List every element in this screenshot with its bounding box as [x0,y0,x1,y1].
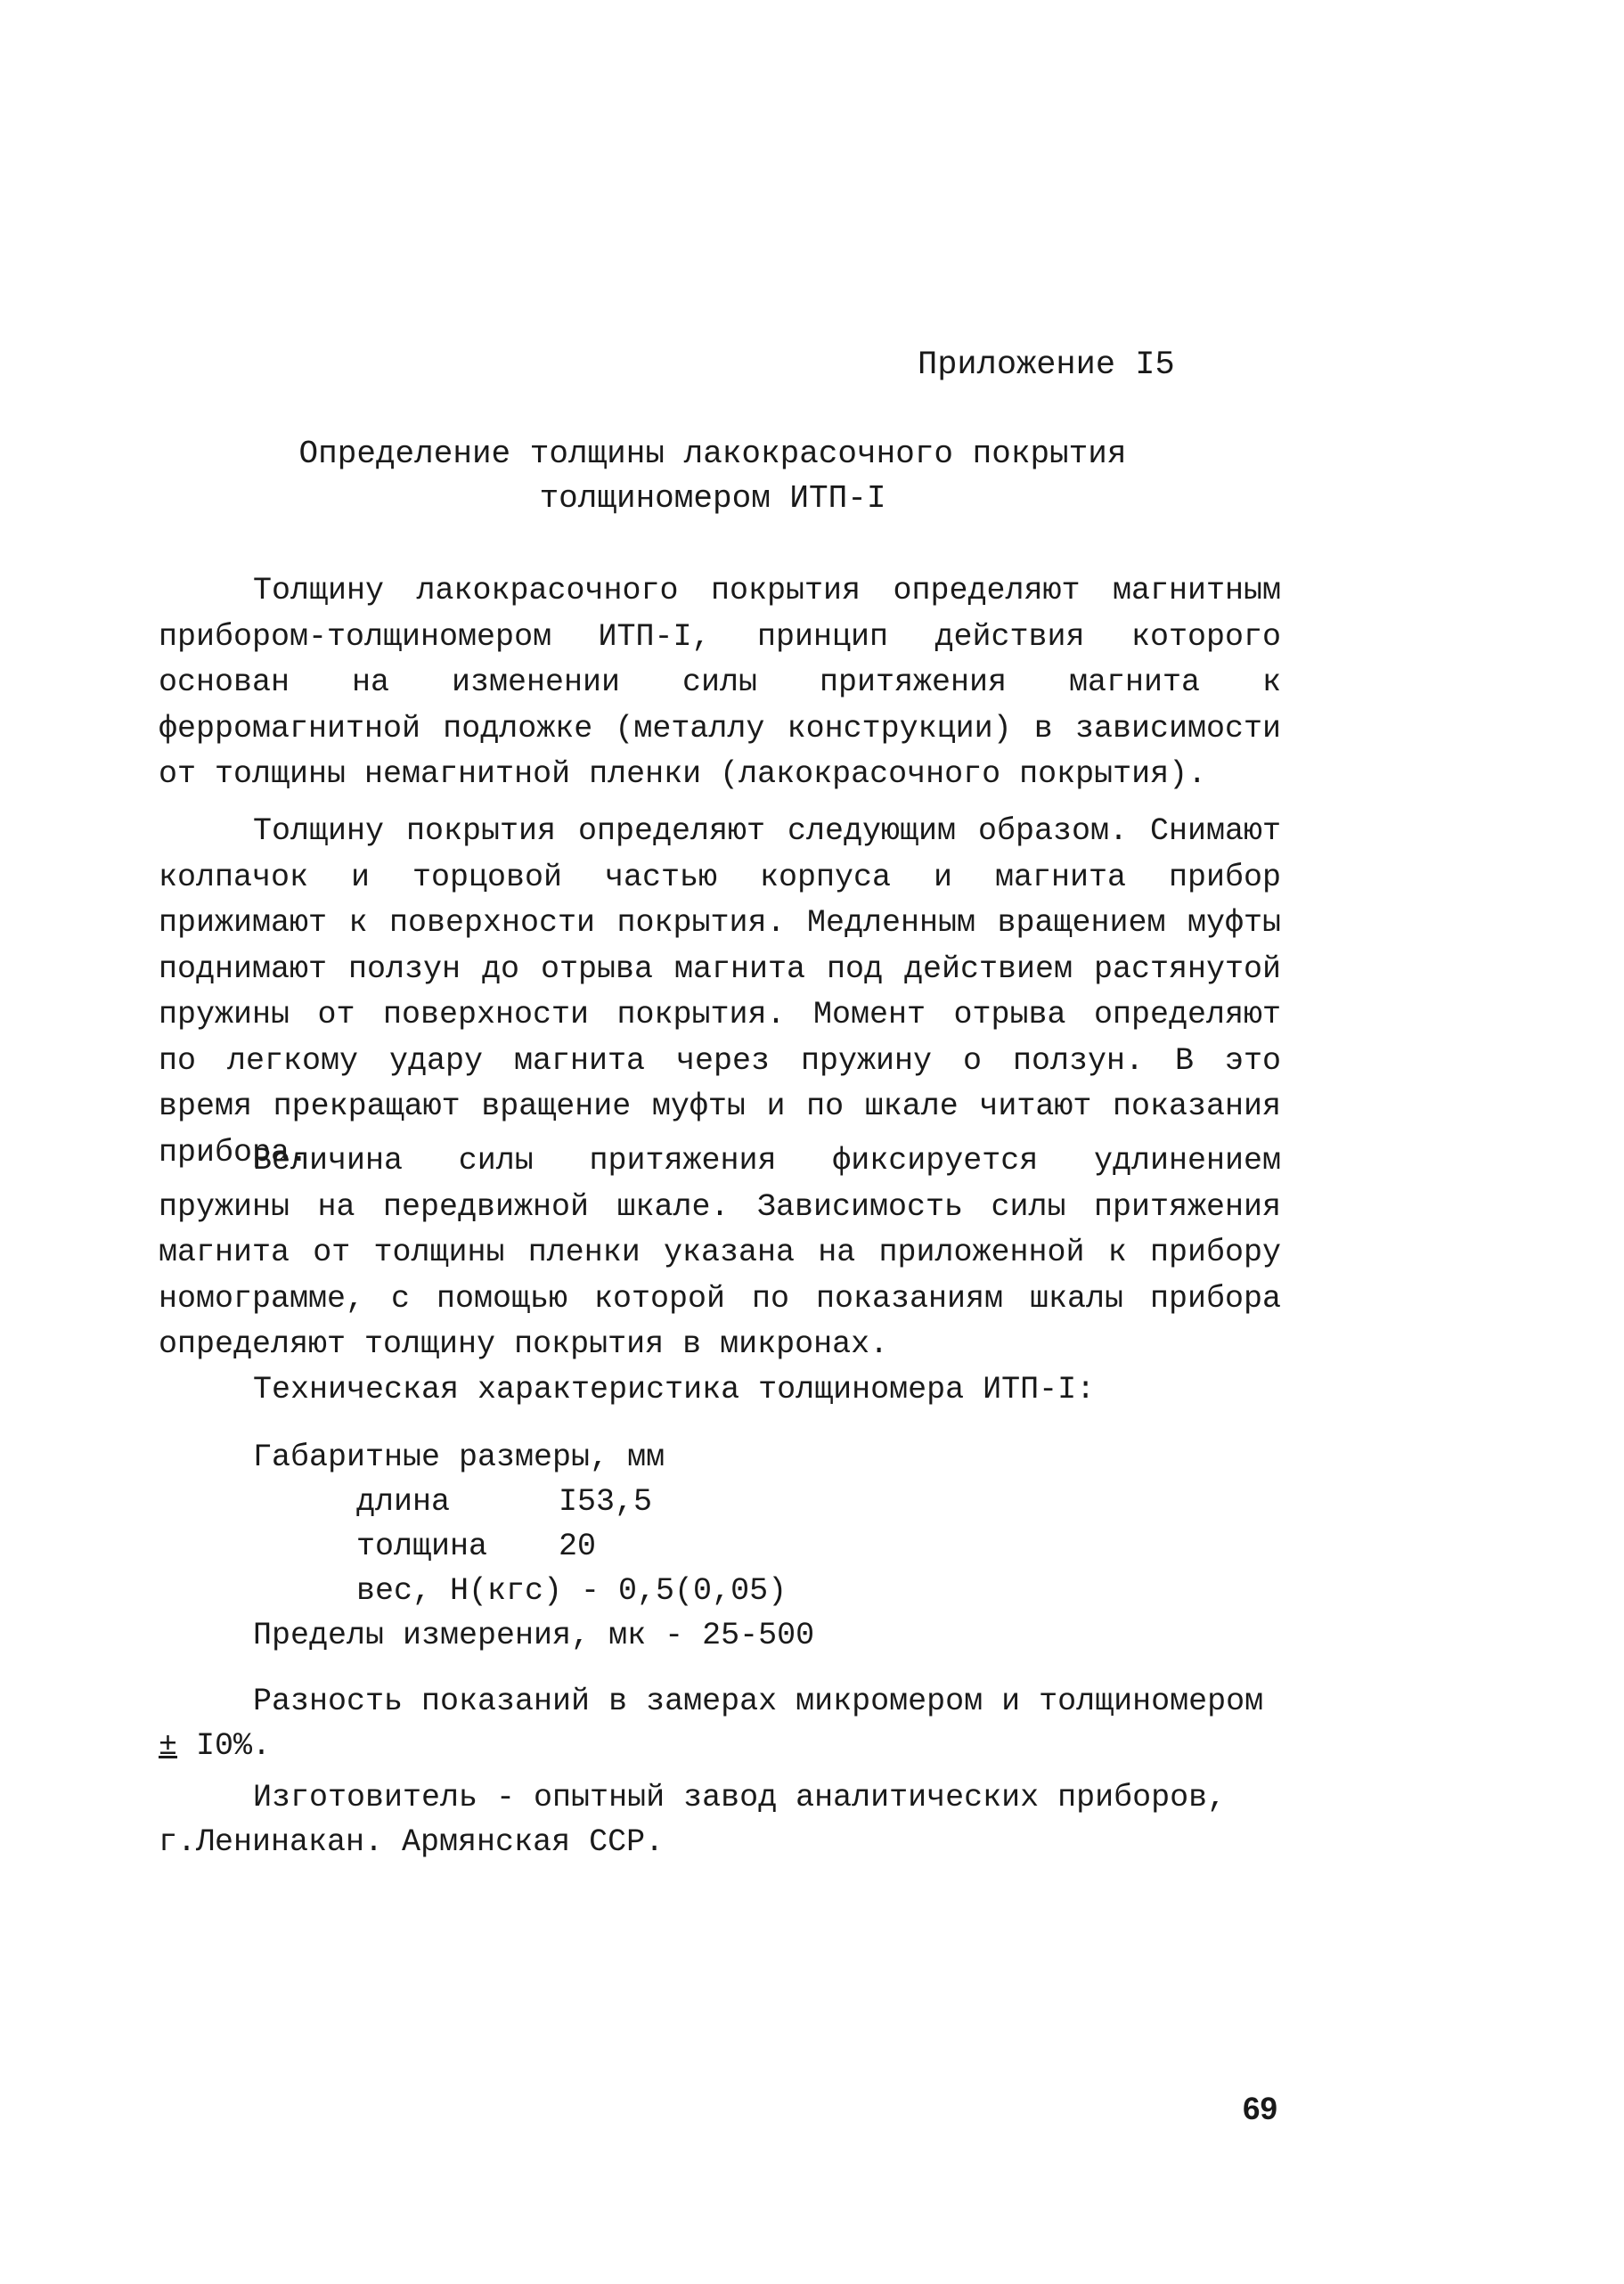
paragraph-1: Толщину лакокрасочного покрытия определяют магнитным прибором-толщиномером ИТП-I, принцип действия которого основан на изменении силы притяжения магнита к ферромагнитной подложке (металлу конструкции) в зависимости от толщины немагнитной пленки (лакокрасочного покрытия). [159,573,1281,792]
dimension-value-length: I53,5 [559,1484,653,1520]
page-number: 69 [1243,2092,1277,2126]
title-line-1: Определение толщины лакокрасочного покрытия [298,436,1127,472]
appendix-label: Приложение I5 [918,347,1175,384]
dimension-label-weight: вес, Н(кгс) - 0,5(0,05) [356,1573,788,1609]
paragraph-1-block [159,568,1281,798]
difference-value: I0%. [177,1728,272,1764]
manufacturer-line-2: г.Ленинакан. Армянская ССР. [159,1824,665,1860]
dimension-label-thickness: толщина [356,1529,488,1564]
paragraph-3: Величина силы притяжения фиксируется удлинением пружины на передвижной шкале. Зависимость силы притяжения магнита от толщины пленки указана на приложенной к прибору номограмме, с помощью которой по показаниям шкалы прибора определяют толщину покрытия в микронах. [159,1143,1281,1362]
paragraph-2-block [159,809,1281,1176]
dimensions-title: Габаритные размеры, мм [253,1440,665,1475]
dimension-label-length: длина [356,1484,451,1520]
measurement-range: Пределы измерения, мк - 25-500 [253,1618,815,1653]
manufacturer-line-1: Изготовитель - опытный завод аналитических приборов, [253,1780,1227,1815]
difference-line-2 [159,1724,271,1768]
paragraph-3-block [159,1138,1281,1368]
difference-line-1: Разность показаний в замерах микромером и толщиномером [253,1684,1264,1719]
dimension-value-thickness: 20 [559,1529,597,1564]
title-line-2: толщиномером ИТП-I [539,480,886,517]
paragraph-2: Толщину покрытия определяют следующим образом. Снимают колпачок и торцовой частью корпуса и магнита прибор прижимают к поверхности покрытия. Медленным вращением муфты поднимают ползун до отрыва магнита под действием растянутой пружины от поверхности покрытия. Момент отрыва определяют по легкому удару магнита через пружину о ползун. В это время прекращают вращение муфты и по шкале читают показания прибора. [159,813,1281,1171]
plus-minus-sign: ± [159,1728,178,1764]
spec-title: Техническая характеристика толщиномера ИТП-I: [253,1372,1096,1407]
